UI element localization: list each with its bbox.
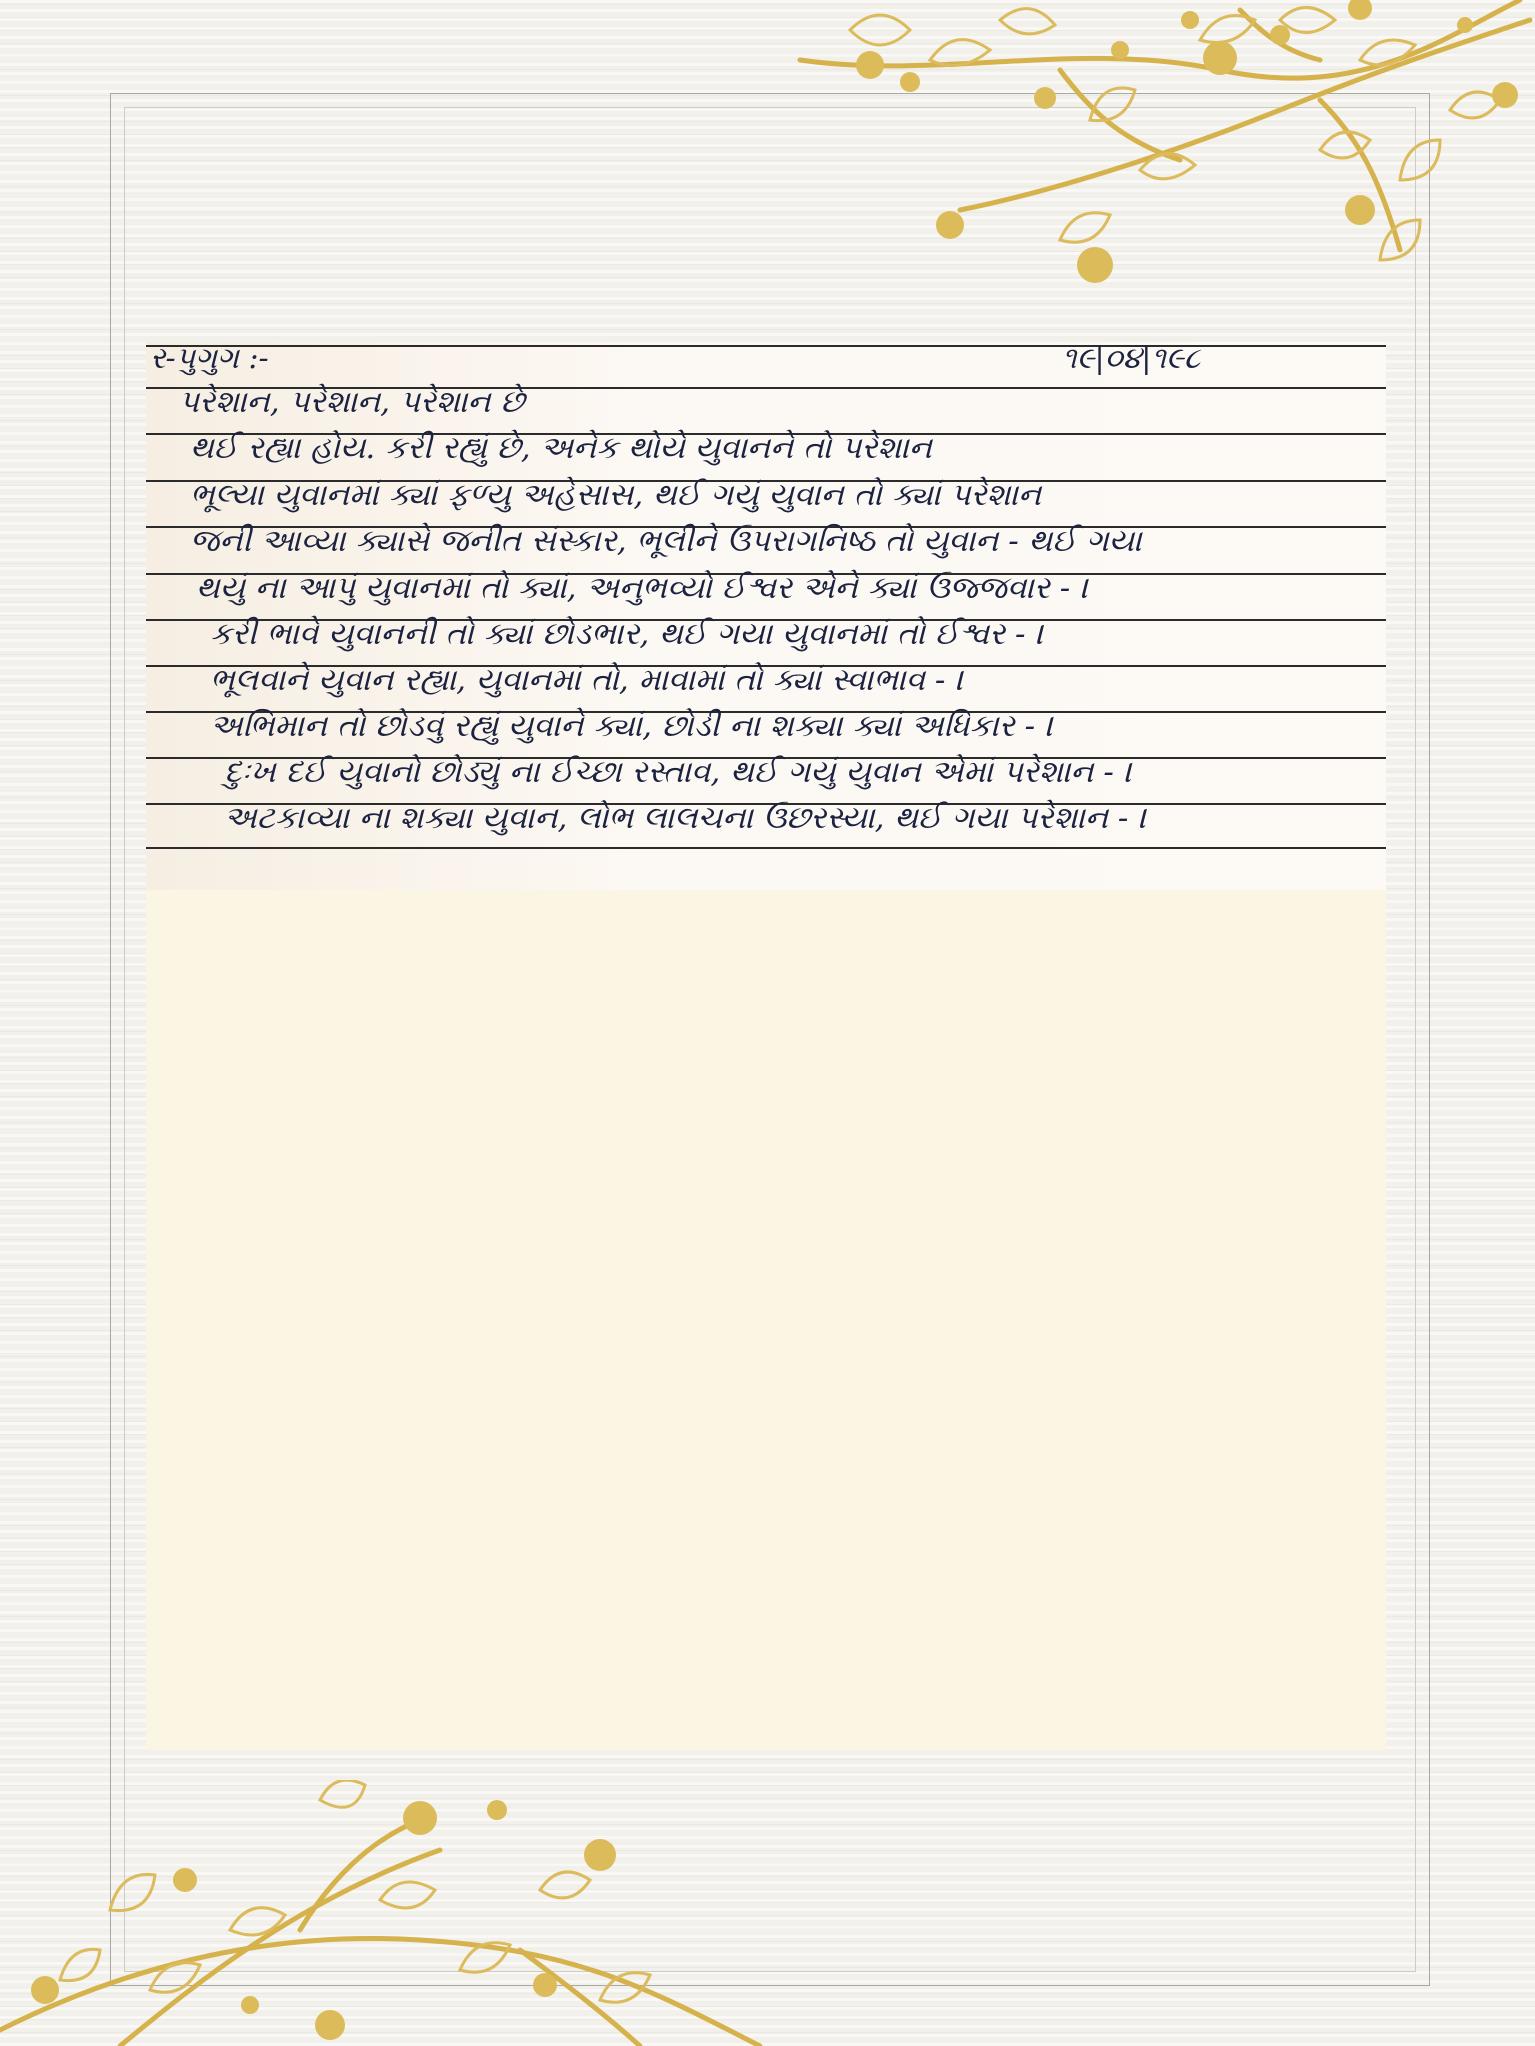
note-line-7: ભૂલવાને યુવાન રહ્યા, યુવાનમાં તો, માવામાં તો ક્યાં સ્વાભાવ - ।	[210, 662, 964, 698]
note-line-4: જની આવ્યા ક્યાસે જનીત સંસ્કાર, ભૂલીને ઉપરાગનિષ્ઠ તો યુવાન - થઈ ગયા	[190, 523, 1142, 559]
note-line-10: અટકાવ્યા ના શક્યા યુવાન, લોભ લાલચના ઉછરસ્યા, થઈ ગયા પરેશાન - ।	[224, 800, 1147, 836]
note-line-9: દુઃખ દઈ યુવાનો છોડ્યું ના ઈચ્છા રસ્તાવ, થઈ ગયું યુવાન એમાં પરેશાન - ।	[224, 754, 1132, 790]
note-line-8: અભિમાન તો છોડવું રહ્યું યુવાને ક્યાં, છોડી ના શક્યા ક્યાં અધિકાર - ।	[210, 708, 1054, 744]
note-line-5: થયું ના આપું યુવાનમાં તો ક્યાં, અનુભવ્યો ઈશ્વર એને ક્યાં ઉજ્જવાર - ।	[196, 570, 1089, 606]
gold-leaf-branch-icon	[760, 0, 1535, 300]
ruled-line	[146, 847, 1386, 849]
note-date: ૧૯|૦૪|૧૯૮	[1062, 342, 1201, 376]
note-line-6: કરી ભાવે યુવાનની તો ક્યાં છોડભાર, થઈ ગયા યુવાનમાં તો ઈશ્વર - ।	[210, 616, 1044, 652]
note-line-1: પરેશાન, પરેશાન, પરેશાન છે	[179, 384, 525, 420]
note-line-2: થઈ રહ્યા હોય. કરી રહ્યું છે, અનેક થોયે યુવાનને તો પરેશાન	[190, 430, 932, 466]
gold-leaf-branch-icon	[0, 1780, 780, 2046]
note-line-3: ભૂલ્યા યુવાનમાં ક્યાં ફળ્યુ અહેસાસ, થઈ ગયું યુવાન તો ક્યાં પરેશાન	[190, 477, 1042, 513]
handwritten-note	[146, 342, 1386, 890]
note-heading: ર-પુગુગ :-	[150, 342, 269, 376]
